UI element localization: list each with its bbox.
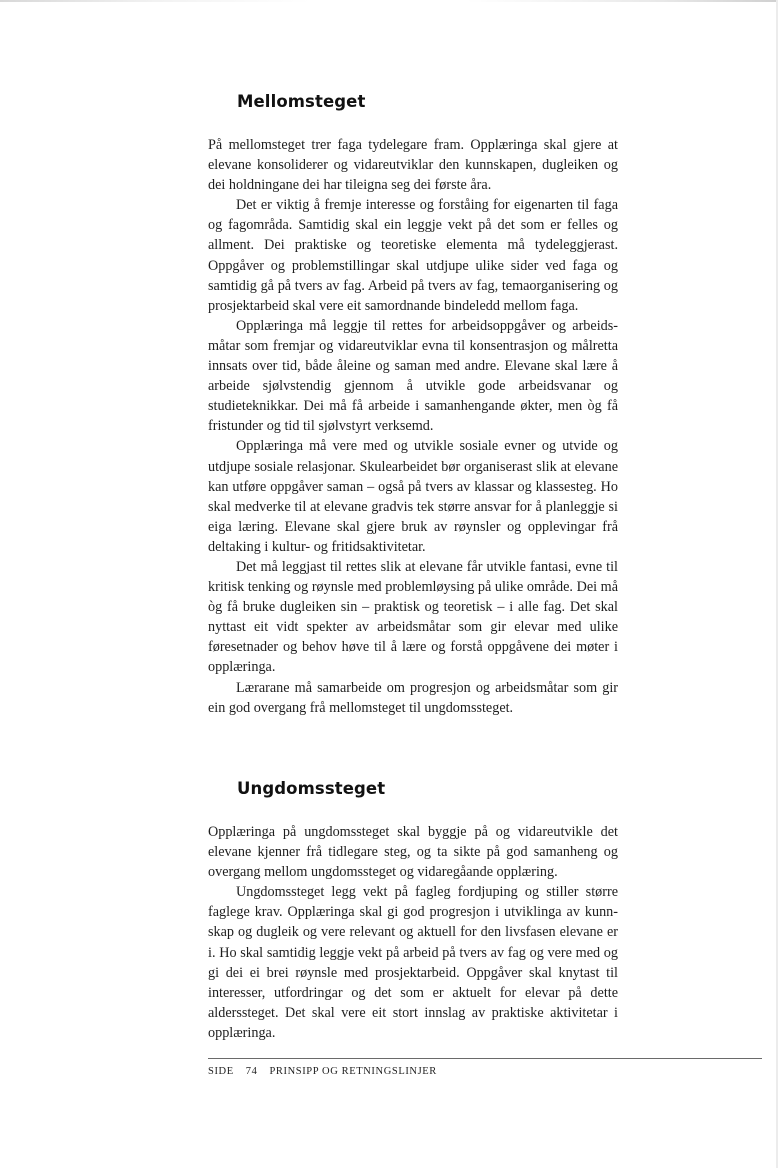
- footer-label: SIDE: [208, 1066, 234, 1077]
- section-heading-mellomsteget: Mellomsteget: [237, 92, 366, 111]
- paragraph: Det er viktig å fremje interesse og forståing for eigenarten til faga og fagområda. Samtidig skal ein leggje vekt på det som er felles og allment. Dei praktiske og teoretiske elementa må tydeleggjerast. Oppgåver og problemstillingar skal utdjupe ulike sider ved faga og samtidig gå på tvers av fag. Arbeid på tvers av fag, temaorganisering og prosjektarbeid skal vere eit samordnande bindeledd mellom faga.: [208, 197, 618, 314]
- section-body-ungdomssteget: [208, 822, 618, 1043]
- page-footer: [208, 1066, 437, 1077]
- page-number: 74: [245, 1066, 258, 1077]
- scan-edge-top: [0, 0, 778, 2]
- paragraph: Opplæringa må leggje til rettes for arbeidsoppgåver og arbeidsmåtar som fremjar og vidareutviklar evna til konsentrasjon og målretta innsats over tid, både åleine og saman med andre. Elevane skal lære å arbeide sjølvstendig gjennom å utvikle gode arbeidsvanar og studieteknikkar. Dei må få arbeide i samanhengande økter, men òg få fristunder og tid til sjølvstyrt verksemd.: [208, 317, 618, 435]
- paragraph: Det må leggjast til rettes slik at elevane får utvikle fantasi, evne til kritisk tenking og røynsle med problemløysing på ulike område. Dei må òg få bruke dugleiken sin – praktisk og teoretisk – i alle fag. Det skal nyttast eit vidt spekter av arbeidsmåtar som gir elevar med ulike føresetnader og behov høve til å lære og forstå oppgåvene dei møter i opplæringa.: [208, 558, 618, 676]
- section-body-mellomsteget: [208, 135, 618, 718]
- paragraph: På mellomsteget trer faga tydelegare fram. Opplæringa skal gjere at elevane konsoliderer og vidareutviklar den kunnskapen, dugleiken og dei holdningane dei har tileigna seg dei første åra.: [208, 137, 618, 194]
- section-heading-ungdomssteget: Ungdomssteget: [237, 779, 386, 798]
- paragraph: Opplæringa på ungdomssteget skal byggje på og vidareutvikle det elevane kjenner frå tidlegare steg, og ta sikte på god samanheng og overgang mellom ungdomssteget og vidaregåande opplæring.: [208, 824, 618, 881]
- paragraph: Lærarane må samarbeide om progresjon og arbeidsmåtar som gir ein god overgang frå mellomsteget til ungdomssteget.: [208, 679, 618, 716]
- paragraph: Opplæringa må vere med og utvikle sosiale evner og utvide og utdjupe sosiale relasjonar. Skulearbeidet bør organiserast slik at elevane kan utføre oppgåver saman – også på tvers av klassar og klassesteg. Ho skal medverke til at elevane gradvis tek større ansvar for å planleggje si eiga læring. Elevane skal gjere bruk av røynsler og opplevingar frå deltaking i kultur- og fritidsaktivitetar.: [208, 438, 618, 555]
- paragraph: Ungdomssteget legg vekt på fagleg fordjuping og stiller større faglege krav. Opplæringa skal gi god progresjon i utviklinga av kunnskap og dugleik og vere relevant og aktuell for den livsfasen elevane er i. Ho skal samtidig leggje vekt på arbeid på tvers av fag og vere med og gi dei ei brei røynsle med prosjektarbeid. Oppgåver skal knytast til interesser, utfordringar og det som er aktuelt for elevar på dette alderssteget. Det skal vere eit stort innslag av praktiske aktivitetar i opplæringa.: [208, 884, 618, 1041]
- footer-rule: [208, 1058, 762, 1059]
- footer-title: PRINSIPP OG RETNINGSLINJER: [269, 1066, 437, 1077]
